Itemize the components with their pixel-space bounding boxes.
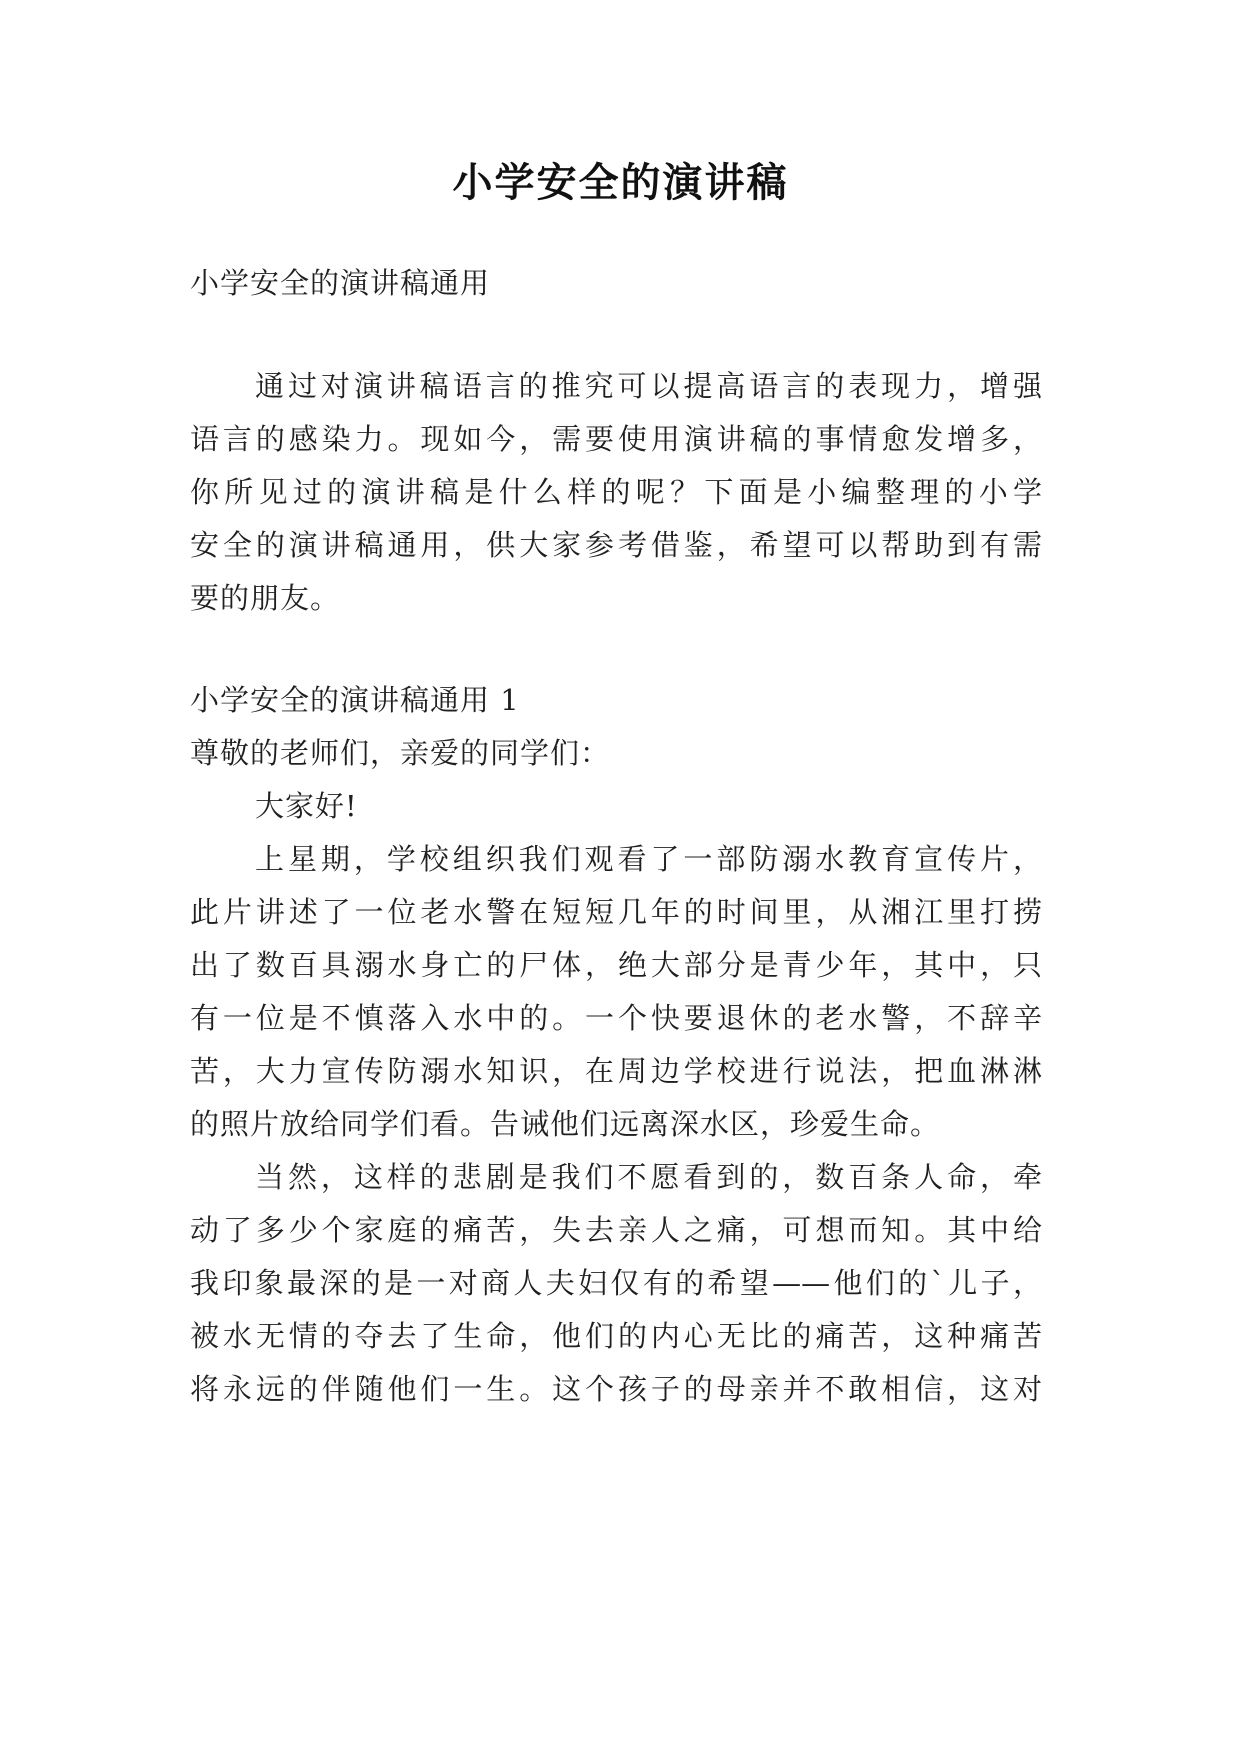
- intro-paragraph-line: 你所见过的演讲稿是什么样的呢？下面是小编整理的小学: [190, 475, 1042, 509]
- intro-paragraph-line: 语言的感染力。现如今，需要使用演讲稿的事情愈发增多，: [190, 422, 1042, 456]
- body-paragraph-line: 将永远的伴随他们一生。这个孩子的母亲并不敢相信，这对: [190, 1372, 1042, 1406]
- body-paragraph-line: 动了多少个家庭的痛苦，失去亲人之痛，可想而知。其中给: [190, 1213, 1042, 1247]
- intro-paragraph-line: 通过对演讲稿语言的推究可以提高语言的表现力，增强: [255, 369, 1042, 403]
- body-paragraph-line: 出了数百具溺水身亡的尸体，绝大部分是青少年，其中，只: [190, 948, 1042, 982]
- body-paragraph-line: 苦，大力宣传防溺水知识，在周边学校进行说法，把血淋淋: [190, 1054, 1042, 1088]
- body-paragraph-line: 我印象最深的是一对商人夫妇仅有的希望——他们的`儿子，: [190, 1266, 1042, 1300]
- document-subtitle: 小学安全的演讲稿通用: [190, 266, 491, 300]
- intro-paragraph-line: 安全的演讲稿通用，供大家参考借鉴，希望可以帮助到有需: [190, 528, 1042, 562]
- section-heading: 小学安全的演讲稿通用 1: [190, 683, 520, 717]
- body-paragraph-line: 有一位是不慎落入水中的。一个快要退休的老水警，不辞辛: [190, 1001, 1042, 1035]
- greeting: 大家好!: [255, 789, 358, 823]
- body-paragraph-line: 被水无情的夺去了生命，他们的内心无比的痛苦，这种痛苦: [190, 1319, 1042, 1353]
- intro-paragraph-line: 要的朋友。: [190, 581, 341, 615]
- body-paragraph-line: 上星期，学校组织我们观看了一部防溺水教育宣传片，: [255, 842, 1042, 876]
- body-paragraph-line: 此片讲述了一位老水警在短短几年的时间里，从湘江里打捞: [190, 895, 1042, 929]
- body-paragraph-line: 当然，这样的悲剧是我们不愿看到的，数百条人命，牵: [255, 1160, 1042, 1194]
- body-paragraph-line: 的照片放给同学们看。告诫他们远离深水区，珍爱生命。: [190, 1107, 941, 1141]
- salutation: 尊敬的老师们，亲爱的同学们：: [190, 736, 611, 770]
- document-title: 小学安全的演讲稿: [452, 160, 789, 206]
